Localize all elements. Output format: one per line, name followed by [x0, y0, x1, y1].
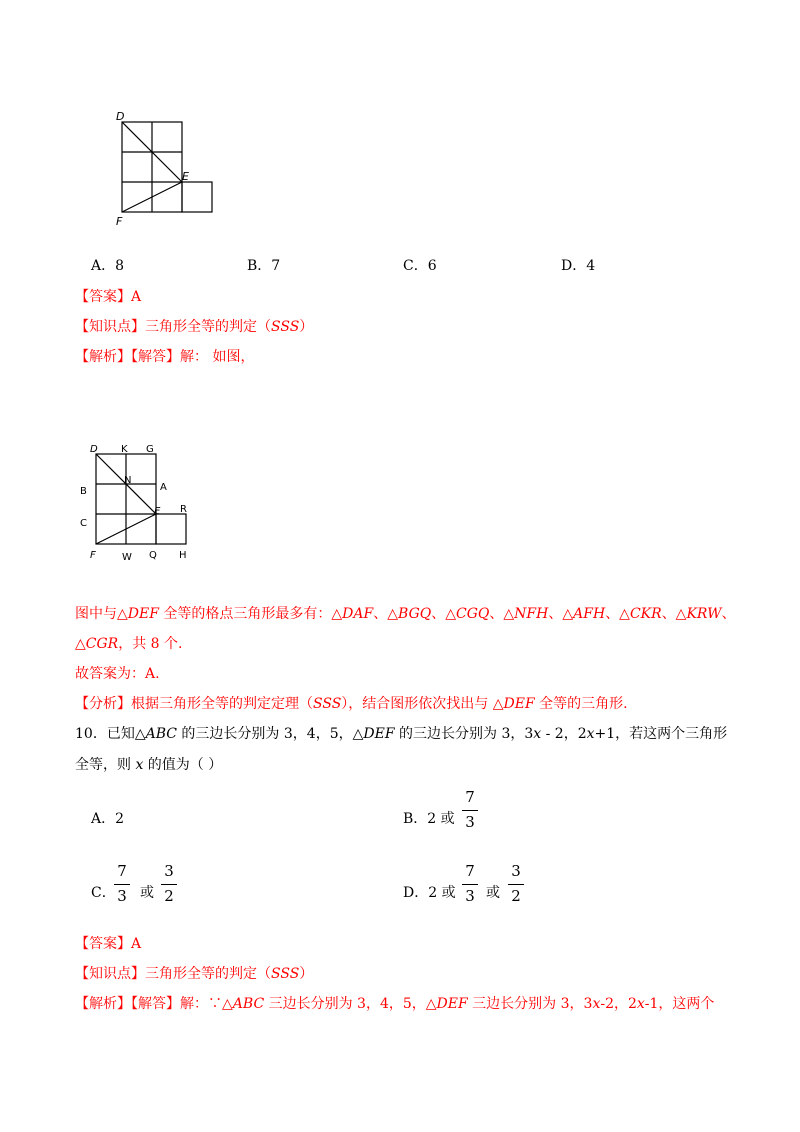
figure-2-grid: [76, 440, 206, 568]
fig2-label-c: C: [80, 518, 87, 529]
q10-option-d-fraction-1: 7 3: [462, 862, 478, 907]
fig2-label-q: Q: [149, 550, 157, 561]
fig2-label-w: W: [122, 552, 132, 563]
fig2-label-g: G: [146, 444, 154, 455]
fig2-label-e: E: [154, 506, 161, 517]
q9-option-a: A．8: [91, 258, 125, 274]
q10-analysis: 【解析】【解答】解：∵△ABC 三边长分别为 3，4，5，△DEF 三边长分别为 3，3x-2，2x-1，这两个: [75, 996, 715, 1012]
q10-stem-line2: 全等，则 x 的值为（ ）: [75, 757, 223, 773]
q10-option-b: B．2 或: [403, 811, 455, 827]
fig2-label-f: F: [90, 550, 96, 561]
q10-option-c-fraction-1: 7 3: [114, 862, 130, 907]
fig1-label-e: E: [182, 170, 189, 183]
fig2-label-b: B: [80, 486, 87, 497]
q10-option-d-or: 或: [486, 885, 500, 901]
q10-knowledge: 【知识点】三角形全等的判定（SSS）: [75, 966, 314, 982]
q10-option-d-fraction-2: 3 2: [508, 862, 524, 907]
q9-solution-line1: 图中与△DEF 全等的格点三角形最多有：△DAF、△BGQ、△CGQ、△NFH、△AFH、△CKR、△KRW、: [75, 606, 736, 622]
fig2-label-h: H: [179, 550, 187, 561]
q9-analysis: 【解析】【解答】解： 如图，: [75, 349, 255, 365]
q9-option-b: B．7: [247, 258, 281, 274]
q9-knowledge: 【知识点】三角形全等的判定（SSS）: [75, 319, 314, 335]
q10-option-a: A．2: [91, 811, 125, 827]
q10-option-c-or: 或: [140, 885, 154, 901]
q9-option-c: C．6: [403, 258, 437, 274]
q10-option-c-fraction-2: 3 2: [161, 862, 177, 907]
q9-option-d: D．4: [561, 258, 596, 274]
q10-stem-line1: 10．已知△ABC 的三边长分别为 3，4，5，△DEF 的三边长分别为 3，3x - 2，2x+1，若这两个三角形: [75, 726, 728, 742]
q10-option-c-letter: C．: [91, 885, 116, 901]
fig2-label-r: R: [180, 504, 187, 515]
q9-answer: 【答案】A: [75, 289, 142, 305]
q10-answer: 【答案】A: [75, 936, 142, 952]
fig2-label-a: A: [160, 482, 167, 493]
q10-option-b-fraction: 7 3: [462, 788, 478, 833]
figure-1-grid: [110, 108, 220, 232]
fig2-label-n: N: [124, 475, 132, 486]
fig1-label-f: F: [116, 215, 123, 228]
fig2-label-k: K: [121, 444, 128, 455]
q10-option-d: D．2 或: [403, 885, 456, 901]
q9-solution-answer: 故答案为：A.: [75, 666, 160, 682]
fig2-label-d: D: [90, 444, 98, 455]
fig1-label-d: D: [116, 110, 125, 123]
q9-fenxi: 【分析】根据三角形全等的判定定理（SSS），结合图形依次找出与 △DEF 全等的三角形.: [75, 696, 628, 712]
q9-solution-line2: △CGR，共 8 个.: [75, 636, 183, 652]
